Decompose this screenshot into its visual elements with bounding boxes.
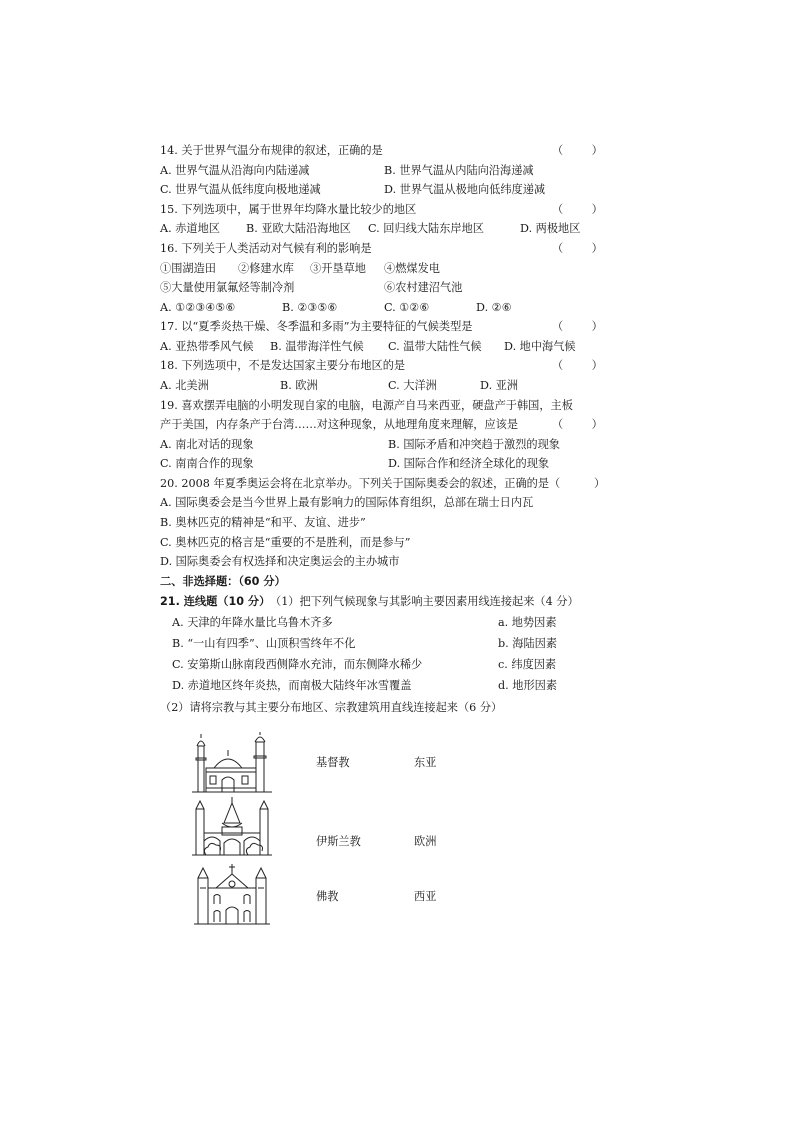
q18-option-b: B. 欧洲	[280, 379, 318, 392]
q16-option-c: C. ①②⑥	[384, 301, 430, 314]
q14-answer-bracket: （ ）	[552, 144, 603, 157]
q17-option-a: A. 亚热带季风气候	[160, 340, 254, 353]
q16-stem: 16. 下列关于人类活动对气候有利的影响是	[160, 242, 372, 255]
q16-answer-bracket: （ ）	[552, 242, 603, 255]
q19-option-d: D. 国际合作和经济全球化的现象	[388, 457, 550, 470]
q16-item-1: ①围湖造田	[160, 262, 216, 275]
q16-item-6: ⑥农村建沼气池	[384, 281, 463, 294]
q15-option-b: B. 亚欧大陆沿海地区	[246, 222, 351, 235]
q17-stem: 17. 以“夏季炎热干燥、冬季温和多雨”为主要特征的气候类型是	[160, 320, 473, 333]
q18-option-c: C. 大洋洲	[388, 379, 437, 392]
q19-option-c: C. 南南合作的现象	[160, 457, 254, 470]
q18-option-d: D. 亚洲	[480, 379, 519, 392]
church-illustration	[194, 864, 270, 926]
region-label-europe: 欧洲	[414, 835, 437, 848]
q21-left-d: D. 赤道地区终年炎热，而南极大陆终年冰雪覆盖	[172, 679, 412, 692]
q16-item-4: ④燃煤发电	[384, 262, 440, 275]
q16-item-3: ③开垦草地	[310, 262, 366, 275]
q19-answer-bracket: （ ）	[552, 418, 603, 431]
religion-label-christianity: 基督教	[316, 756, 350, 769]
q20-stem: 20. 2008 年夏季奥运会将在北京举办。下列关于国际奥委会的叙述，正确的是（	[160, 477, 561, 490]
q16-option-b: B. ②③⑤⑥	[282, 301, 338, 314]
q15-answer-bracket: （ ）	[552, 203, 603, 216]
religion-label-buddhism: 佛教	[316, 890, 339, 903]
q19-stem-line2: 产于美国，内存条产于台湾……对这种现象，从地理角度来理解，应该是	[160, 418, 519, 431]
q21-part2-instruction: （2）请将宗教与其主要分布地区、宗教建筑用直线连接起来（6 分）	[160, 701, 503, 714]
q21-stem: 21. 连线题（10 分）	[160, 595, 271, 608]
q17-option-c: C. 温带大陆性气候	[388, 340, 482, 353]
q21-right-a: a. 地势因素	[498, 616, 557, 629]
q20-option-a: A. 国际奥委会是当今世界上最有影响力的国际体育组织，总部在瑞士日内瓦	[160, 496, 534, 509]
region-label-west-asia: 西亚	[414, 890, 437, 903]
q19-option-b: B. 国际矛盾和冲突趋于激烈的现象	[388, 438, 560, 451]
q18-answer-bracket: （ ）	[552, 359, 603, 372]
q15-stem: 15. 下列选项中，属于世界年均降水量比较少的地区	[160, 203, 417, 216]
q17-option-b: B. 温带海洋性气候	[270, 340, 364, 353]
q14-option-d: D. 世界气温从极地向低纬度递减	[384, 183, 546, 196]
q19-option-a: A. 南北对话的现象	[160, 438, 254, 451]
q16-option-a: A. ①②③④⑤⑥	[160, 301, 236, 314]
q16-item-2: ②修建水库	[238, 262, 294, 275]
section-heading-non-choice: 二、非选择题：（60 分）	[160, 575, 286, 588]
q21-right-d: d. 地形因素	[498, 679, 558, 692]
pagoda-temple-illustration	[192, 797, 272, 859]
q15-option-d: D. 两极地区	[520, 222, 581, 235]
q20-option-b: B. 奥林匹克的精神是“和平、友谊、进步”	[160, 516, 366, 529]
q18-stem: 18. 下列选项中，不是发达国家主要分布地区的是	[160, 359, 406, 372]
q21-part1-instruction: （1）把下列气候现象与其影响主要因素用线连接起来（4 分）	[270, 595, 579, 608]
q20-option-d: D. 国际奥委会有权选择和决定奥运会的主办城市	[160, 555, 400, 568]
q16-item-5: ⑤大量使用氯氟烃等制冷剂	[160, 281, 295, 294]
q15-option-c: C. 回归线大陆东岸地区	[368, 222, 484, 235]
religion-label-islam: 伊斯兰教	[316, 835, 361, 848]
q21-left-c: C. 安第斯山脉南段西侧降水充沛，而东侧降水稀少	[172, 658, 423, 671]
q20-option-c: C. 奥林匹克的格言是“重要的不是胜利，而是参与”	[160, 536, 411, 549]
q14-option-c: C. 世界气温从低纬度向极地递减	[160, 183, 321, 196]
q18-option-a: A. 北美洲	[160, 379, 209, 392]
region-label-east-asia: 东亚	[414, 756, 437, 769]
q21-right-b: b. 海陆因素	[498, 637, 558, 650]
q16-option-d: D. ②⑥	[476, 301, 512, 314]
q21-left-a: A. 天津的年降水量比乌鲁木齐多	[172, 616, 333, 629]
q21-right-c: c. 纬度因素	[498, 658, 557, 671]
q14-stem: 14. 关于世界气温分布规律的叙述，正确的是	[160, 144, 383, 157]
mosque-illustration	[192, 732, 272, 794]
q20-answer-bracket-close: ）	[594, 477, 606, 490]
q15-option-a: A. 赤道地区	[160, 222, 220, 235]
q14-option-b: B. 世界气温从内陆向沿海递减	[384, 164, 534, 177]
q19-stem-line1: 19. 喜欢摆弄电脑的小明发现自家的电脑，电源产自马来西亚，硬盘产于韩国，主板	[160, 399, 573, 412]
q21-left-b: B. “一山有四季”、山顶积雪终年不化	[172, 637, 356, 650]
q14-option-a: A. 世界气温从沿海向内陆递减	[160, 164, 310, 177]
q17-answer-bracket: （ ）	[552, 320, 603, 333]
q17-option-d: D. 地中海气候	[504, 340, 576, 353]
